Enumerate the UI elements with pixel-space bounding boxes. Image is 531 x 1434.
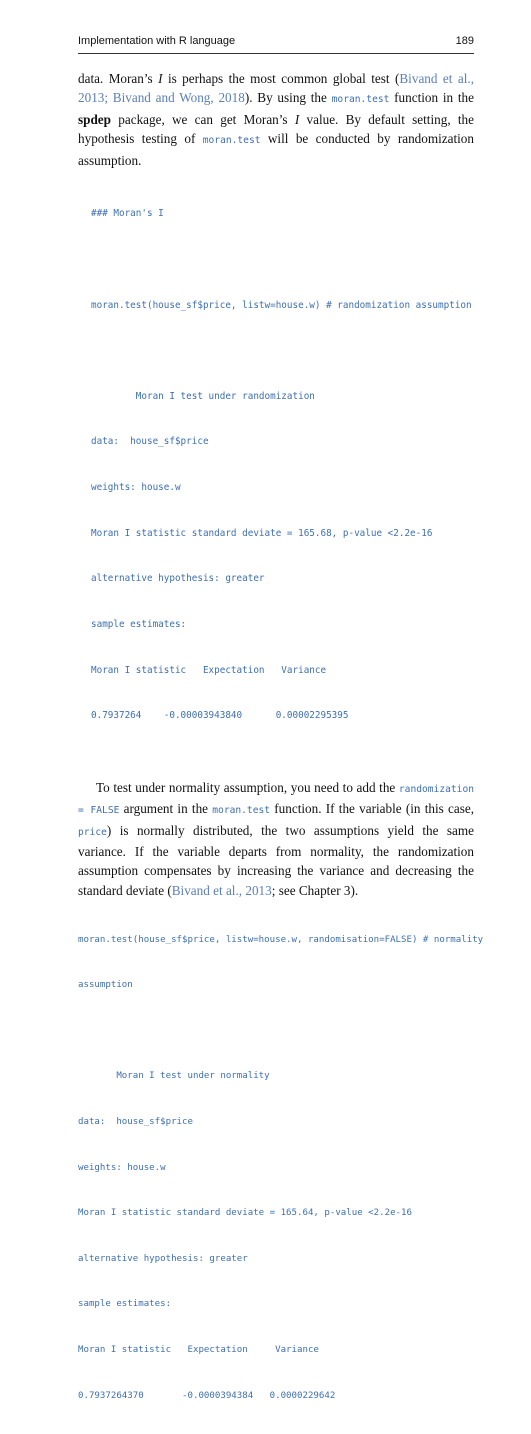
running-title: Implementation with R language [78, 35, 236, 47]
code-line: data: house_sf$price [91, 436, 209, 448]
page-header [78, 35, 474, 47]
code-line: moran.test(house_sf$price, listw=house.w, randomisation=FALSE) # normality [78, 934, 484, 945]
italic-i: I [158, 71, 163, 86]
text-span: will be conducted by randomization assumption. [78, 131, 474, 168]
paragraph-normality [78, 778, 474, 900]
code-block-normality [78, 902, 484, 1434]
inline-code: moran.test [212, 805, 271, 817]
code-line: Moran I test under randomization [91, 390, 315, 402]
code-line: ### Moran's I [91, 208, 164, 220]
code-line: 0.7937264370 -0.0000394384 0.0000229642 [78, 1390, 336, 1401]
page-body [78, 69, 484, 1434]
text-span: ). By using the [244, 90, 332, 106]
inline-code: moran.test [331, 94, 390, 106]
text-span: function. If the variable (in this case, [270, 801, 474, 817]
code-line [78, 1024, 474, 1039]
code-block-randomization [91, 176, 474, 754]
code-line: alternative hypothesis: greater [91, 573, 265, 585]
code-line: Moran I statistic standard deviate = 165.64, p-value <2.2e-16 [78, 1208, 412, 1219]
citation-link[interactable]: Bivand et al., 2013 [171, 882, 272, 898]
code-line: weights: house.w [78, 1162, 166, 1173]
code-line: sample estimates: [78, 1299, 172, 1310]
code-line: alternative hypothesis: greater [78, 1253, 248, 1264]
text-span: data. Moran’s [78, 71, 159, 86]
code-line: Moran I statistic Expectation Variance [78, 1345, 319, 1356]
code-line [91, 252, 474, 267]
package-name: spdep [78, 111, 111, 127]
code-line: 0.7937264 -0.00003943840 0.00002295395 [91, 710, 349, 722]
code-line: Moran I statistic standard deviate = 165.68, p-value <2.2e-16 [91, 527, 433, 539]
text-span: is perhaps the most common global test ( [162, 71, 400, 86]
code-line: Moran I test under normality [78, 1071, 270, 1082]
header-rule [78, 53, 474, 54]
code-line: assumption [78, 980, 133, 991]
inline-code: price [78, 826, 107, 838]
citation-link[interactable]: Bivand et al., 2013; Bivand and Wong, 2018 [78, 71, 474, 106]
text-span: argument in the [119, 801, 213, 817]
inline-code: randomization = FALSE [78, 783, 474, 817]
text-span: package, we can get Moran’s [111, 111, 295, 127]
text-span: ; see Chapter 3). [271, 882, 359, 898]
code-line: sample estimates: [91, 618, 187, 630]
italic-i: I [294, 111, 300, 127]
text-span: function in the [389, 90, 474, 106]
paragraph-intro [78, 69, 474, 170]
page-number: 189 [455, 35, 474, 47]
code-line: moran.test(house_sf$price, listw=house.w) # randomization assumption [91, 299, 472, 311]
code-line: data: house_sf$price [78, 1117, 193, 1128]
inline-code: moran.test [202, 135, 261, 147]
code-line: weights: house.w [91, 482, 181, 494]
text-span: To test under normality assumption, you need to add the [96, 779, 399, 795]
text-span: ) is normally distributed, the two assumptions yield the same variance. If the variable departs from normality, the randomization assumption compensates by increasing the variance and decreasing the standard deviate ( [78, 822, 474, 898]
code-line: Moran I statistic Expectation Variance [91, 664, 327, 676]
text-span: value. By default setting, the hypothesis testing of [78, 111, 474, 147]
code-line [91, 343, 474, 358]
